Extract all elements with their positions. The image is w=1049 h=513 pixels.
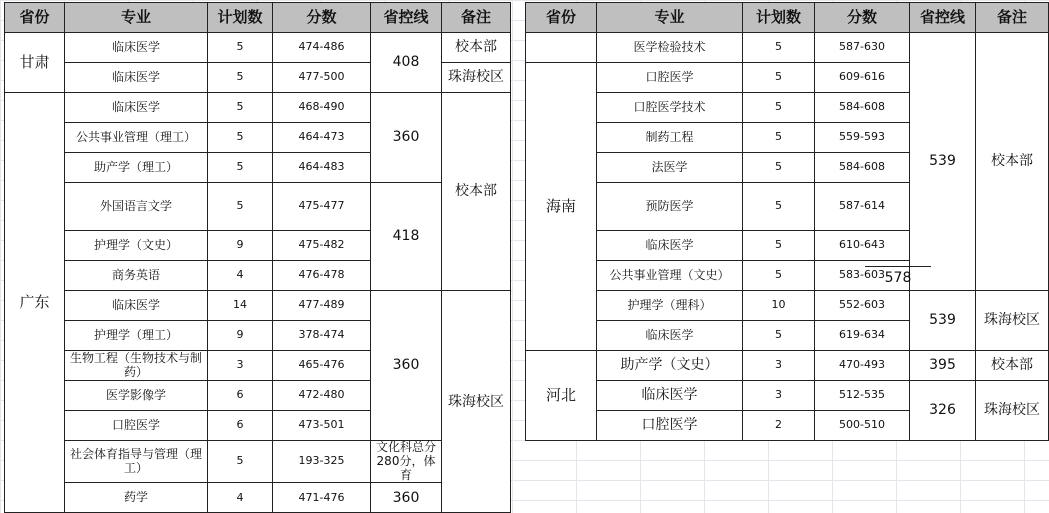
major-cell[interactable]: 临床医学: [65, 33, 208, 63]
score-cell[interactable]: 583-603: [815, 261, 910, 291]
control-line-cell[interactable]: 395: [910, 351, 976, 381]
plan-cell[interactable]: 10: [743, 291, 815, 321]
table-row: [5, 441, 511, 483]
plan-cell[interactable]: 5: [743, 123, 815, 153]
header-plan[interactable]: 计划数: [743, 3, 815, 33]
major-cell[interactable]: 临床医学: [597, 381, 743, 411]
control-line-cell[interactable]: 539: [910, 291, 976, 351]
header-province[interactable]: 省份: [5, 3, 65, 33]
header-score[interactable]: 分数: [815, 3, 910, 33]
control-line-cell[interactable]: 326: [910, 381, 976, 441]
plan-cell[interactable]: 4: [208, 483, 273, 513]
control-line-cell[interactable]: 408: [371, 33, 442, 93]
note-cell[interactable]: 珠海校区: [442, 291, 511, 513]
note-cell[interactable]: 珠海校区: [442, 63, 511, 93]
score-cell[interactable]: 193-325: [273, 441, 371, 483]
major-cell[interactable]: 商务英语: [65, 261, 208, 291]
score-cell[interactable]: 552-603: [815, 291, 910, 321]
plan-cell[interactable]: 3: [743, 351, 815, 381]
table-row: [5, 183, 511, 231]
table-row: [526, 291, 1049, 321]
province-cell[interactable]: 广东: [5, 93, 65, 513]
plan-cell[interactable]: 5: [208, 93, 273, 123]
plan-cell[interactable]: 5: [743, 261, 815, 291]
score-cell[interactable]: 477-500: [273, 63, 371, 93]
plan-cell[interactable]: 5: [208, 183, 273, 231]
plan-cell[interactable]: 2: [743, 411, 815, 441]
plan-cell[interactable]: 5: [208, 153, 273, 183]
plan-cell[interactable]: 5: [208, 63, 273, 93]
plan-cell[interactable]: 5: [743, 321, 815, 351]
note-cell[interactable]: 珠海校区: [976, 291, 1049, 351]
score-cell[interactable]: 473-501: [273, 411, 371, 441]
score-cell[interactable]: 609-616: [815, 63, 910, 93]
province-cell[interactable]: 甘肃: [5, 33, 65, 93]
plan-cell[interactable]: 5: [208, 441, 273, 483]
plan-cell[interactable]: 9: [208, 231, 273, 261]
score-cell[interactable]: 464-473: [273, 123, 371, 153]
major-cell[interactable]: 预防医学: [597, 183, 743, 231]
note-cell[interactable]: 校本部: [442, 33, 511, 63]
score-cell[interactable]: 476-478: [273, 261, 371, 291]
major-cell[interactable]: 法医学: [597, 153, 743, 183]
note-cell[interactable]: 珠海校区: [976, 381, 1049, 441]
control-line-cell[interactable]: 418: [371, 183, 442, 291]
table-row: [526, 33, 1049, 63]
score-cell[interactable]: 500-510: [815, 411, 910, 441]
score-cell[interactable]: 587-614: [815, 183, 910, 231]
major-cell[interactable]: 外国语言文学: [65, 183, 208, 231]
plan-cell[interactable]: 3: [743, 381, 815, 411]
empty-province-cell[interactable]: [526, 33, 597, 63]
table-row: [5, 93, 511, 123]
header-note[interactable]: 备注: [442, 3, 511, 33]
major-cell[interactable]: 口腔医学技术: [597, 93, 743, 123]
score-cell[interactable]: 378-474: [273, 321, 371, 351]
plan-cell[interactable]: 5: [743, 231, 815, 261]
plan-cell[interactable]: 3: [208, 351, 273, 381]
plan-cell[interactable]: 5: [743, 33, 815, 63]
province-cell[interactable]: 海南: [526, 63, 597, 351]
score-cell[interactable]: 468-490: [273, 93, 371, 123]
plan-cell[interactable]: 9: [208, 321, 273, 351]
major-cell[interactable]: 护理学（文史）: [65, 231, 208, 261]
score-cell[interactable]: 587-630: [815, 33, 910, 63]
major-cell[interactable]: 生物工程（生物技术与制药）: [65, 351, 208, 381]
major-cell[interactable]: 护理学（理科）: [597, 291, 743, 321]
major-cell[interactable]: 临床医学: [597, 321, 743, 351]
plan-cell[interactable]: 5: [208, 33, 273, 63]
control-line-cell[interactable]: 文化科总分280分，体育: [371, 441, 442, 483]
score-cell[interactable]: 472-480: [273, 381, 371, 411]
table-row: [5, 291, 511, 321]
major-cell[interactable]: 公共事业管理（文史）: [597, 261, 743, 291]
plan-cell[interactable]: 5: [743, 153, 815, 183]
major-cell[interactable]: 口腔医学: [597, 411, 743, 441]
major-cell[interactable]: 护理学（理工）: [65, 321, 208, 351]
major-cell[interactable]: 制药工程: [597, 123, 743, 153]
header-control-line[interactable]: 省控线: [371, 3, 442, 33]
score-cell[interactable]: 475-482: [273, 231, 371, 261]
score-cell[interactable]: 465-476: [273, 351, 371, 381]
score-cell[interactable]: 559-593: [815, 123, 910, 153]
major-cell[interactable]: 临床医学: [65, 291, 208, 321]
major-cell[interactable]: 药学: [65, 483, 208, 513]
score-cell[interactable]: 474-486: [273, 33, 371, 63]
score-cell[interactable]: 584-608: [815, 93, 910, 123]
table-row: [5, 33, 511, 63]
score-cell[interactable]: 584-608: [815, 153, 910, 183]
score-cell[interactable]: 470-493: [815, 351, 910, 381]
plan-cell[interactable]: 5: [208, 123, 273, 153]
score-cell[interactable]: 471-476: [273, 483, 371, 513]
admission-table-left: [4, 2, 511, 513]
header-note[interactable]: 备注: [976, 3, 1049, 33]
plan-cell[interactable]: 6: [208, 411, 273, 441]
admission-table-right: [525, 2, 1049, 441]
major-cell[interactable]: 助产学（文史）: [597, 351, 743, 381]
major-cell[interactable]: 临床医学: [65, 63, 208, 93]
major-cell[interactable]: 口腔医学: [65, 411, 208, 441]
plan-cell[interactable]: 5: [743, 183, 815, 231]
score-cell[interactable]: 475-477: [273, 183, 371, 231]
major-cell[interactable]: 社会体育指导与管理（理工）: [65, 441, 208, 483]
plan-cell[interactable]: 5: [743, 63, 815, 93]
table-row: [5, 483, 511, 513]
control-line-cell[interactable]: 360: [371, 93, 442, 183]
plan-cell[interactable]: 14: [208, 291, 273, 321]
control-line-cell[interactable]: 360: [371, 291, 442, 441]
table-row: [526, 381, 1049, 411]
header-row: [5, 3, 511, 33]
header-control-line[interactable]: 省控线: [910, 3, 976, 33]
note-cell[interactable]: 校本部: [442, 93, 511, 291]
plan-cell[interactable]: 4: [208, 261, 273, 291]
province-cell[interactable]: 河北: [526, 351, 597, 441]
major-cell[interactable]: 临床医学: [597, 231, 743, 261]
header-major[interactable]: 专业: [597, 3, 743, 33]
plan-cell[interactable]: 5: [743, 93, 815, 123]
control-line-cell[interactable]: 539: [910, 33, 976, 291]
plan-cell[interactable]: 6: [208, 381, 273, 411]
major-cell[interactable]: 公共事业管理（理工）: [65, 123, 208, 153]
major-cell[interactable]: 临床医学: [65, 93, 208, 123]
control-line-cell[interactable]: 360: [371, 483, 442, 513]
note-cell[interactable]: 校本部: [976, 351, 1049, 381]
major-cell[interactable]: 口腔医学: [597, 63, 743, 93]
major-cell[interactable]: 医学影像学: [65, 381, 208, 411]
header-plan[interactable]: 计划数: [208, 3, 273, 33]
header-score[interactable]: 分数: [273, 3, 371, 33]
score-cell[interactable]: 610-643: [815, 231, 910, 261]
note-cell[interactable]: 校本部: [976, 33, 1049, 291]
score-cell[interactable]: 477-489: [273, 291, 371, 321]
control-line-secondary[interactable]: 578: [865, 266, 931, 289]
header-major[interactable]: 专业: [65, 3, 208, 33]
major-cell[interactable]: 助产学（理工）: [65, 153, 208, 183]
table-row: [526, 351, 1049, 381]
score-cell[interactable]: 512-535: [815, 381, 910, 411]
score-cell[interactable]: 619-634: [815, 321, 910, 351]
major-cell[interactable]: 医学检验技术: [597, 33, 743, 63]
header-province[interactable]: 省份: [526, 3, 597, 33]
header-row: [526, 3, 1049, 33]
score-cell[interactable]: 464-483: [273, 153, 371, 183]
